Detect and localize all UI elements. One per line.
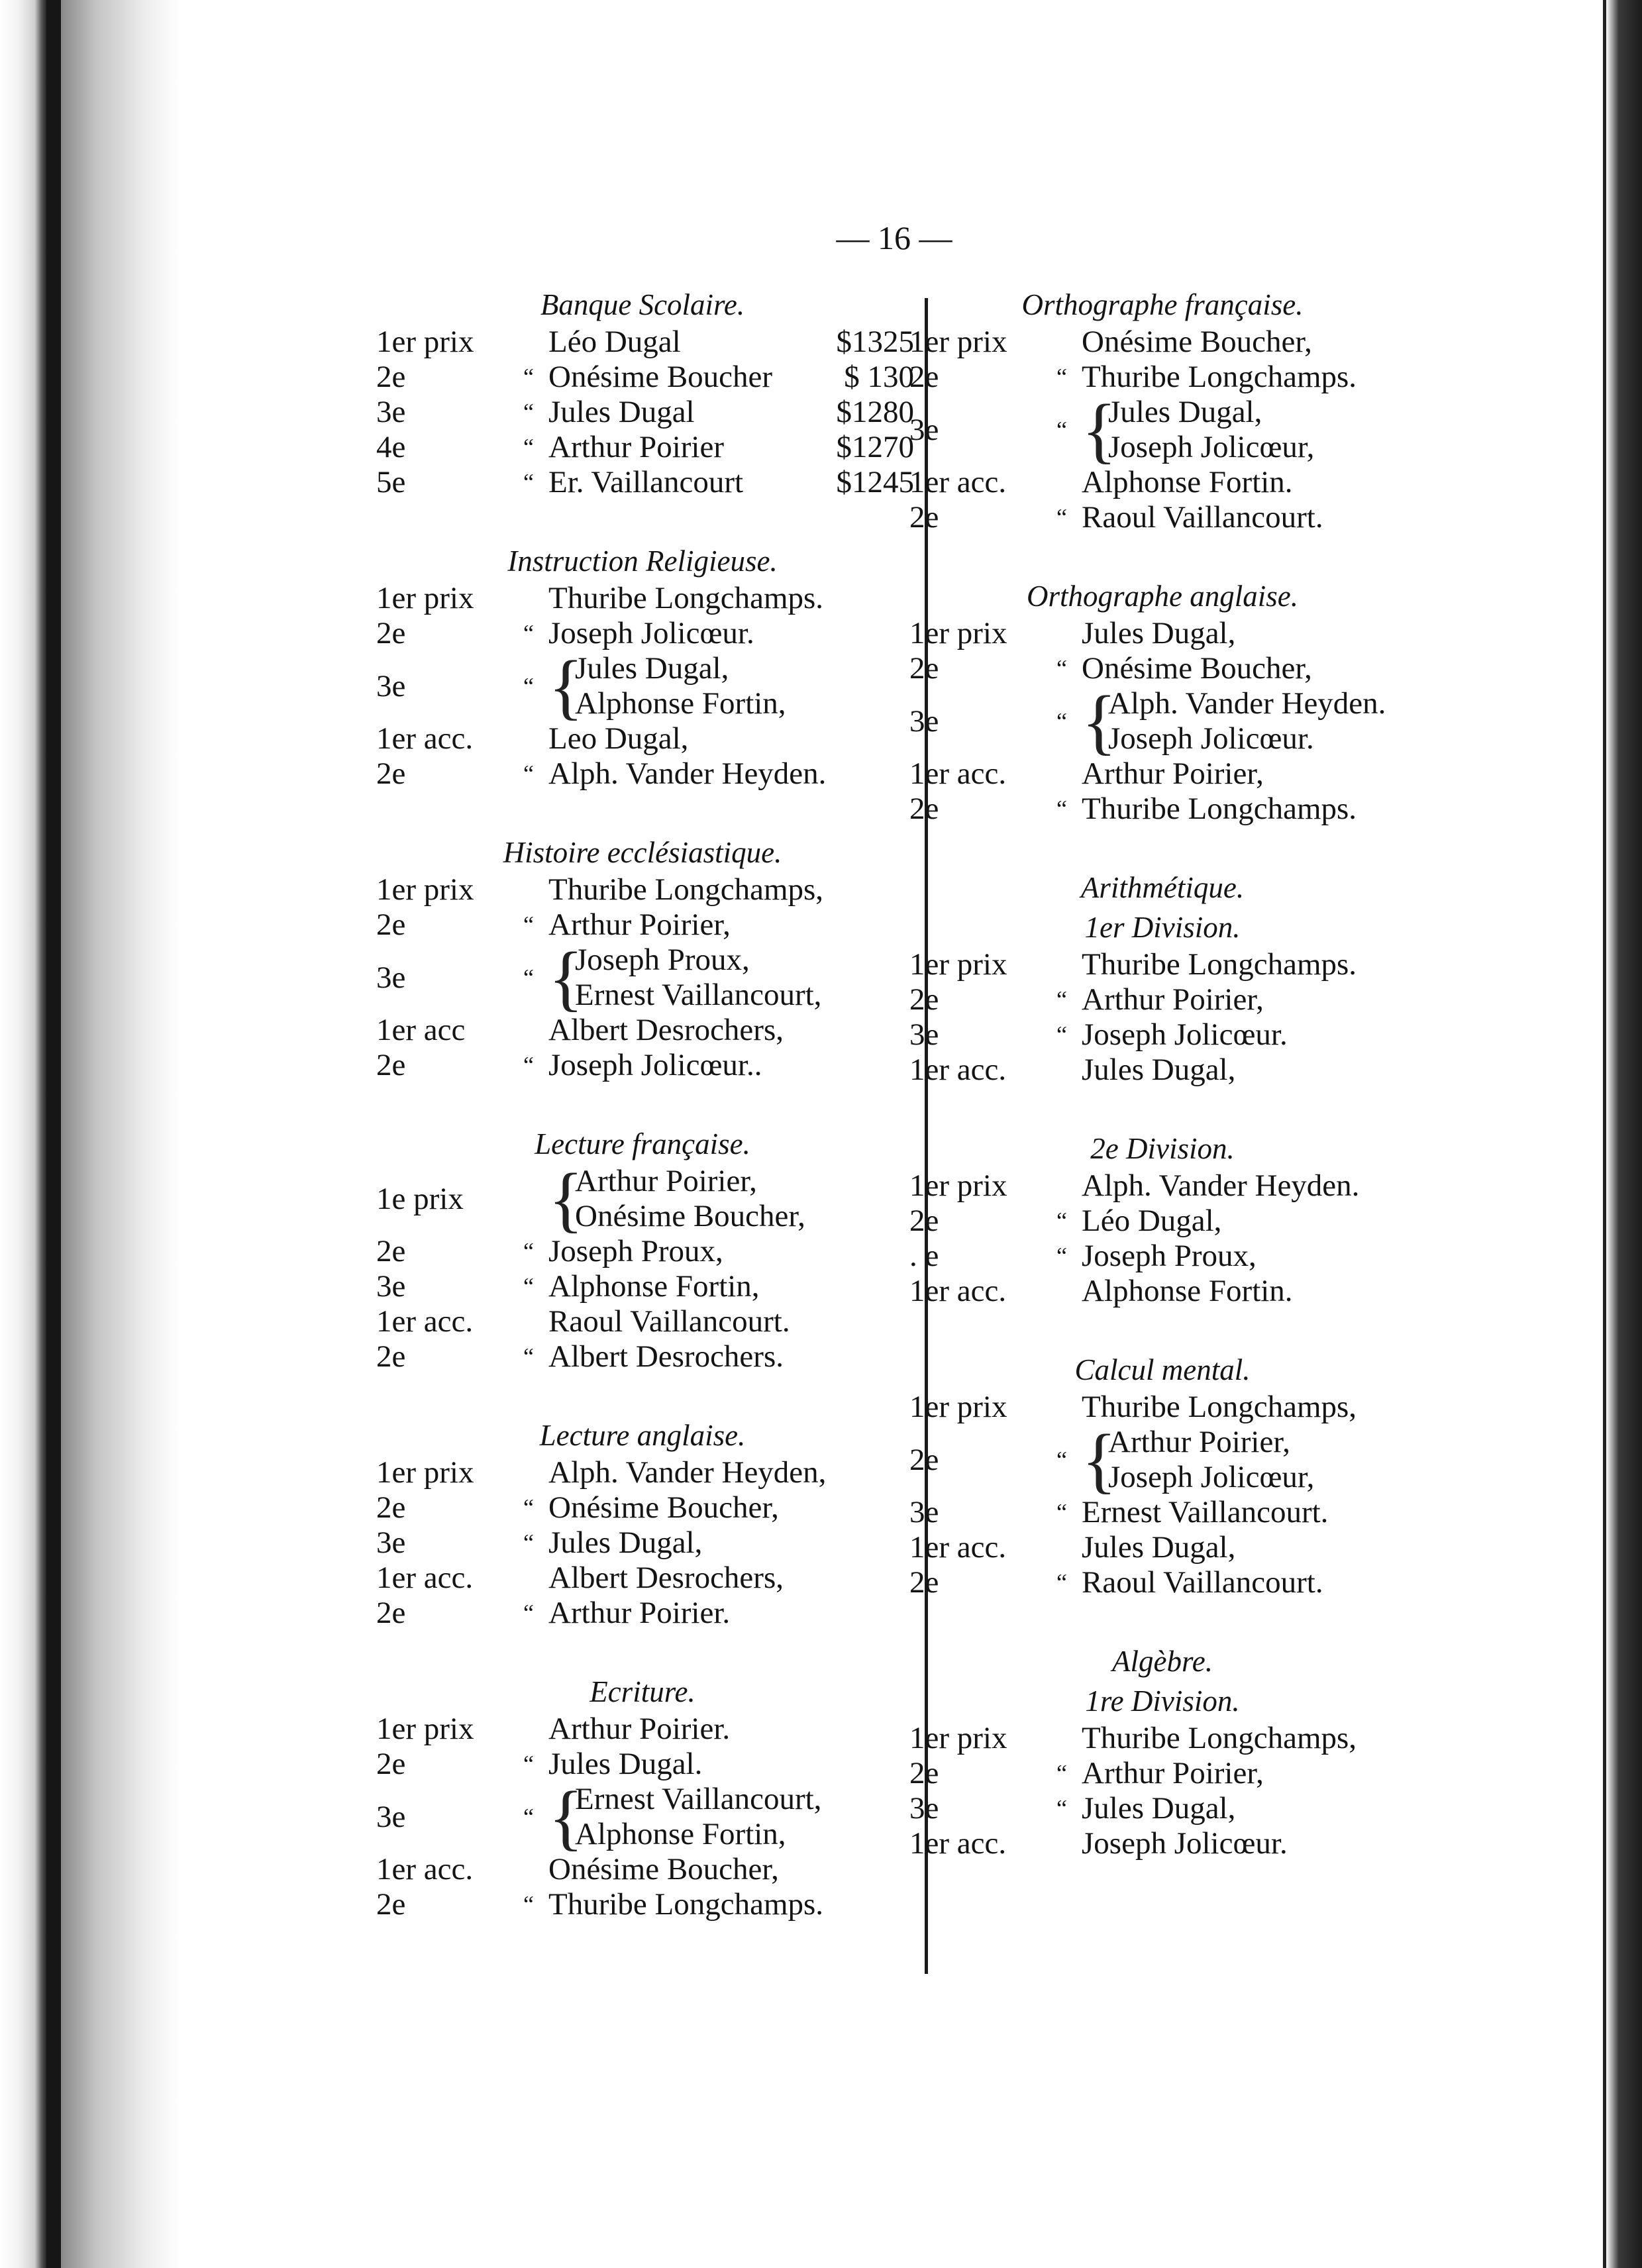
entry-rank: 1er prix <box>909 325 1007 359</box>
entry-rank: 2e <box>376 907 406 942</box>
section-title: Calcul mental. <box>1074 1353 1251 1386</box>
brace-icon: { <box>1082 1419 1117 1500</box>
prize-entry <box>904 1530 1421 1565</box>
entry-rank: 1er acc. <box>376 1304 474 1339</box>
right-column <box>904 285 1421 1861</box>
entry-name: Alphonse Fortin. <box>1082 465 1293 499</box>
entry-name: Joseph Jolicœur.. <box>548 1048 762 1082</box>
entry-name: Arthur Poirier <box>548 430 724 464</box>
entry-rank: 3e <box>376 395 406 429</box>
entry-rank: 3e <box>909 1495 939 1529</box>
entry-name: Alphonse Fortin. <box>1082 1274 1293 1308</box>
prize-section <box>904 1600 1421 1861</box>
entry-rank: 3e <box>376 669 406 703</box>
entry-rank: 3e <box>376 1800 406 1834</box>
prize-section <box>371 500 914 792</box>
entry-rank: 2e <box>909 792 939 826</box>
entry-name: Joseph Jolicœur, <box>1108 1460 1315 1494</box>
entry-rank: 1er prix <box>909 1168 1007 1203</box>
entry-rank: 1er prix <box>376 325 474 359</box>
entry-name: Joseph Jolicœur. <box>1082 1826 1288 1861</box>
section-spacer <box>371 1631 914 1672</box>
entry-name: Jules Dugal, <box>575 651 729 686</box>
section-title: Ecriture. <box>590 1675 695 1708</box>
entry-name: Arthur Poirier. <box>548 1596 731 1630</box>
prize-entry <box>904 465 1421 500</box>
entry-rank: 1er prix <box>909 1721 1007 1755</box>
entry-name: Thuribe Longchamps. <box>1082 360 1357 394</box>
prize-entry <box>904 982 1421 1017</box>
ditto-mark: “ <box>1056 1795 1067 1822</box>
entry-name: Thuribe Longchamps, <box>1082 1721 1357 1755</box>
prize-entry <box>904 1721 1421 1756</box>
prize-entry <box>904 651 1421 686</box>
entry-name: Ernest Vaillancourt. <box>1082 1495 1329 1529</box>
entry-name: Léo Dugal <box>548 325 681 359</box>
prize-entry <box>904 1495 1421 1530</box>
ditto-mark: “ <box>1056 1447 1067 1473</box>
entry-rank: 1er acc. <box>376 721 474 756</box>
ditto-mark: “ <box>523 1751 534 1777</box>
section-subtitle: 1er Division. <box>1084 911 1241 944</box>
section-spacer <box>371 1374 914 1416</box>
prize-section <box>904 285 1421 535</box>
entry-rank: 1er acc. <box>909 1826 1007 1861</box>
entry-name: Jules Dugal, <box>1082 1791 1236 1826</box>
ditto-mark: “ <box>1056 1021 1067 1048</box>
entry-name: Ernest Vaillancourt, <box>575 1782 822 1816</box>
prize-section <box>904 535 1421 827</box>
entry-name: Joseph Proux, <box>575 943 750 977</box>
ditto-mark: “ <box>1056 796 1067 822</box>
ditto-mark: “ <box>523 1238 534 1264</box>
entry-name: Raoul Vaillancourt. <box>548 1304 790 1339</box>
prize-entry <box>371 1712 914 1747</box>
prize-entry <box>904 1826 1421 1861</box>
prize-entry <box>371 756 914 792</box>
prize-entry <box>371 1339 914 1374</box>
entry-rank: 1er acc. <box>376 1852 474 1886</box>
prize-entry <box>371 1490 914 1525</box>
entry-rank: 2e <box>376 616 406 650</box>
section-subtitle: 1re Division. <box>1085 1684 1240 1718</box>
prize-entry <box>904 325 1421 360</box>
prize-entry <box>904 1053 1421 1088</box>
entry-name: Thuribe Longchamps. <box>1082 792 1357 826</box>
prize-entry <box>371 1013 914 1048</box>
entry-rank: 2e <box>909 982 939 1017</box>
entry-amount: $ 130 <box>844 360 914 394</box>
prize-entry <box>904 1168 1421 1204</box>
entry-name: Arthur Poirier. <box>548 1712 731 1746</box>
ditto-mark: “ <box>523 469 534 495</box>
scan-left-edge <box>0 0 46 2268</box>
entry-name: Thuribe Longchamps, <box>548 872 824 907</box>
entry-rank: 2e <box>376 360 406 394</box>
brace-icon: { <box>548 1777 584 1857</box>
prize-section <box>371 1631 914 1922</box>
entry-rank: 2e <box>376 1747 406 1781</box>
prize-section <box>371 285 914 500</box>
ditto-mark: “ <box>523 1052 534 1078</box>
entry-name: Jules Dugal, <box>1108 395 1262 429</box>
tied-names <box>1108 395 1421 465</box>
prize-entry <box>371 1048 914 1083</box>
section-title: Instruction Religieuse. <box>507 544 778 578</box>
tied-names <box>1108 686 1421 756</box>
section-title: Lecture anglaise. <box>539 1419 746 1452</box>
entry-name: Jules Dugal <box>548 395 695 429</box>
prize-section <box>904 1309 1421 1600</box>
ditto-mark: “ <box>523 760 534 787</box>
tied-entry <box>904 389 1421 470</box>
section-title: Orthographe anglaise. <box>1027 580 1298 613</box>
entry-name: Joseph Proux, <box>1082 1239 1257 1273</box>
entry-rank: 3e <box>376 1269 406 1304</box>
tied-names <box>575 943 914 1013</box>
entry-rank: 3e <box>376 960 406 995</box>
prize-section <box>371 1083 914 1374</box>
ditto-mark: “ <box>1056 1760 1067 1786</box>
entry-rank: 1er prix <box>376 872 474 907</box>
entry-amount: $1325 <box>836 325 914 359</box>
entry-rank: 2e <box>376 1490 406 1525</box>
tied-names <box>575 651 914 721</box>
section-spacer <box>904 1088 1421 1129</box>
section-spacer <box>904 535 1421 576</box>
entry-rank: 2e <box>909 1204 939 1238</box>
section-title: 2e Division. <box>1090 1132 1235 1165</box>
entry-rank: 2e <box>909 1565 939 1600</box>
entry-rank: 1er prix <box>376 581 474 615</box>
section-spacer <box>371 500 914 541</box>
brace-icon: { <box>1082 389 1117 470</box>
section-title: Orthographe française. <box>1021 288 1304 321</box>
prize-entry <box>371 1234 914 1269</box>
entry-rank: 2e <box>909 500 939 535</box>
entry-name: Alph. Vander Heyden. <box>1082 1168 1360 1203</box>
entry-name: Leo Dugal, <box>548 721 689 756</box>
tied-entry <box>904 681 1421 762</box>
section-title: Algèbre. <box>1111 1645 1213 1678</box>
entry-name: Thuribe Longchamps. <box>1082 947 1357 982</box>
prize-entry <box>904 947 1421 982</box>
prize-entry <box>371 1887 914 1922</box>
ditto-mark: “ <box>1056 1243 1067 1269</box>
entry-name: Léo Dugal, <box>1082 1204 1222 1238</box>
entry-name: Alph. Vander Heyden, <box>548 1455 827 1490</box>
brace-icon: { <box>1082 681 1117 762</box>
prize-entry <box>371 1747 914 1782</box>
entry-name: Onésime Boucher, <box>548 1490 779 1525</box>
ditto-mark: “ <box>523 1343 534 1370</box>
entry-name: Joseph Jolicœur. <box>1082 1017 1288 1052</box>
prize-section <box>371 1374 914 1631</box>
prize-entry <box>371 1455 914 1490</box>
prize-entry <box>371 872 914 907</box>
ditto-mark: “ <box>523 911 534 938</box>
section-spacer <box>904 1600 1421 1641</box>
prize-section <box>371 792 914 1083</box>
tied-names <box>1108 1425 1421 1495</box>
page-number: — 16 — <box>836 219 952 256</box>
prize-entry <box>371 907 914 943</box>
entry-rank: 1er prix <box>909 1390 1007 1424</box>
entry-name: Jules Dugal. <box>548 1747 703 1781</box>
entry-rank: 2e <box>376 1596 406 1630</box>
entry-name: Raoul Vaillancourt. <box>1082 500 1323 535</box>
entry-name: Albert Desrochers, <box>548 1013 784 1047</box>
tied-entry <box>371 937 914 1018</box>
prize-entry <box>371 1304 914 1339</box>
section-title: Lecture française. <box>535 1127 750 1160</box>
tied-entry <box>371 1159 914 1239</box>
prize-entry <box>371 395 914 430</box>
brace-icon: { <box>548 646 584 727</box>
section-title: Arithmétique. <box>1080 871 1245 904</box>
prize-entry <box>904 360 1421 395</box>
entry-name: Thuribe Longchamps, <box>1082 1390 1357 1424</box>
entry-rank: 1er prix <box>909 616 1007 650</box>
entry-name: Joseph Jolicœur. <box>548 616 754 650</box>
prize-entry <box>371 1596 914 1631</box>
prize-entry <box>371 465 914 500</box>
ditto-mark: “ <box>523 1273 534 1300</box>
prize-entry <box>904 1791 1421 1826</box>
prize-entry <box>904 500 1421 535</box>
prize-entry <box>904 1239 1421 1274</box>
ditto-mark: “ <box>523 1600 534 1626</box>
ditto-mark: “ <box>1056 986 1067 1013</box>
ditto-mark: “ <box>523 399 534 425</box>
entry-name: Onésime Boucher, <box>548 1852 779 1886</box>
ditto-mark: “ <box>523 1529 534 1556</box>
entry-rank: 3e <box>909 704 939 739</box>
entry-rank: 2e <box>376 1234 406 1268</box>
tied-entry <box>904 1419 1421 1500</box>
entry-name: Raoul Vaillancourt. <box>1082 1565 1323 1600</box>
section-spacer <box>371 1083 914 1124</box>
prize-entry <box>371 581 914 616</box>
prize-section <box>904 1088 1421 1309</box>
prize-entry <box>371 360 914 395</box>
entry-rank: 1er acc. <box>909 756 1007 791</box>
entry-rank: 4e <box>376 430 406 464</box>
entry-rank: 2e <box>376 1048 406 1082</box>
scan-left-gradient <box>61 0 180 2268</box>
prize-entry <box>371 1269 914 1304</box>
entry-rank: 1er acc <box>376 1013 466 1047</box>
entry-rank: 2e <box>909 1443 939 1477</box>
tied-entry <box>371 646 914 727</box>
brace-icon: { <box>548 937 584 1018</box>
entry-name: Joseph Jolicœur, <box>1108 430 1315 464</box>
left-column <box>371 285 914 1922</box>
entry-name: Jules Dugal, <box>1082 1053 1236 1087</box>
entry-amount: $1245 <box>836 465 914 499</box>
section-spacer <box>371 792 914 833</box>
entry-name: Jules Dugal, <box>548 1525 703 1560</box>
entry-rank: . e <box>909 1239 939 1273</box>
entry-name: Thuribe Longchamps. <box>548 581 824 615</box>
section-spacer <box>904 1309 1421 1350</box>
section-spacer <box>904 827 1421 868</box>
ditto-mark: “ <box>1056 708 1067 735</box>
entry-rank: 1er acc. <box>909 1530 1007 1565</box>
ditto-mark: “ <box>1056 1569 1067 1596</box>
prize-entry <box>371 430 914 465</box>
entry-name: Jules Dugal, <box>1082 616 1236 650</box>
entry-name: Alphonse Fortin, <box>575 1817 786 1851</box>
entry-rank: 3e <box>376 1525 406 1560</box>
entry-rank: 3e <box>909 1017 939 1052</box>
prize-entry <box>371 325 914 360</box>
prize-entry <box>904 1274 1421 1309</box>
prize-entry <box>371 721 914 756</box>
entry-rank: 1er acc. <box>376 1561 474 1595</box>
entry-rank: 2e <box>909 1756 939 1790</box>
entry-rank: 1e prix <box>376 1182 464 1216</box>
ditto-mark: “ <box>1056 1499 1067 1525</box>
prize-entry <box>904 616 1421 651</box>
prize-entry <box>904 1565 1421 1600</box>
prize-entry <box>904 1017 1421 1053</box>
entry-name: Onésime Boucher, <box>1082 651 1312 686</box>
entry-amount: $1280 <box>836 395 914 429</box>
entry-rank: 1er prix <box>909 947 1007 982</box>
ditto-mark: “ <box>1056 655 1067 682</box>
entry-name: Onésime Boucher <box>548 360 773 394</box>
section-title: Histoire ecclésiastique. <box>503 836 782 869</box>
ditto-mark: “ <box>1056 1208 1067 1234</box>
entry-rank: 2e <box>376 1339 406 1374</box>
ditto-mark: “ <box>523 1804 534 1830</box>
entry-name: Onésime Boucher, <box>1082 325 1312 359</box>
entry-rank: 2e <box>909 651 939 686</box>
entry-rank: 1er prix <box>376 1712 474 1746</box>
entry-name: Jules Dugal, <box>1082 1530 1236 1565</box>
entry-name: Thuribe Longchamps. <box>548 1887 824 1922</box>
ditto-mark: “ <box>523 364 534 390</box>
entry-rank: 3e <box>909 413 939 447</box>
entry-name: Alph. Vander Heyden. <box>1108 686 1386 721</box>
prize-entry <box>904 1756 1421 1791</box>
entry-name: Albert Desrochers. <box>548 1339 784 1374</box>
ditto-mark: “ <box>523 1494 534 1521</box>
ditto-mark: “ <box>1056 364 1067 390</box>
prize-entry <box>904 1390 1421 1425</box>
entry-name: Albert Desrochers, <box>548 1561 784 1595</box>
scan-binding-shadow <box>46 0 61 2268</box>
entry-name: Joseph Proux, <box>548 1234 723 1268</box>
brace-icon: { <box>548 1159 584 1239</box>
section-title: Banque Scolaire. <box>540 288 745 321</box>
tied-names <box>575 1782 914 1852</box>
entry-name: Alph. Vander Heyden. <box>548 756 827 791</box>
tied-names <box>575 1164 914 1234</box>
ditto-mark: “ <box>1056 417 1067 443</box>
entry-name: Onésime Boucher, <box>575 1199 805 1233</box>
entry-rank: 2e <box>376 1887 406 1922</box>
entry-rank: 1er acc. <box>909 1274 1007 1308</box>
entry-name: Joseph Jolicœur. <box>1108 721 1314 756</box>
ditto-mark: “ <box>523 673 534 699</box>
entry-name: Alphonse Fortin, <box>548 1269 760 1304</box>
entry-name: Arthur Poirier, <box>548 907 731 942</box>
ditto-mark: “ <box>523 434 534 460</box>
entry-rank: 2e <box>376 756 406 791</box>
prize-entry <box>371 1852 914 1887</box>
entry-rank: 5e <box>376 465 406 499</box>
entry-name: Alphonse Fortin, <box>575 686 786 721</box>
entry-name: Er. Vaillancourt <box>548 465 744 499</box>
tied-entry <box>371 1777 914 1857</box>
scan-right-edge <box>1606 0 1642 2268</box>
entry-name: Arthur Poirier, <box>575 1164 757 1198</box>
prize-entry <box>904 756 1421 792</box>
ditto-mark: “ <box>1056 504 1067 531</box>
entry-name: Arthur Poirier, <box>1082 1756 1264 1790</box>
prize-entry <box>371 1525 914 1561</box>
entry-rank: 2e <box>909 360 939 394</box>
ditto-mark: “ <box>523 1891 534 1918</box>
ditto-mark: “ <box>523 620 534 646</box>
entry-rank: 3e <box>909 1791 939 1826</box>
prize-entry <box>904 1204 1421 1239</box>
prize-entry <box>371 616 914 651</box>
entry-name: Ernest Vaillancourt, <box>575 978 822 1012</box>
prize-entry <box>371 1561 914 1596</box>
entry-name: Arthur Poirier, <box>1082 982 1264 1017</box>
entry-amount: $1270 <box>836 430 914 464</box>
entry-name: Arthur Poirier, <box>1108 1425 1290 1459</box>
entry-rank: 1er acc. <box>909 465 1007 499</box>
prize-section <box>904 827 1421 1088</box>
entry-rank: 1er acc. <box>909 1053 1007 1087</box>
entry-name: Arthur Poirier, <box>1082 756 1264 791</box>
ditto-mark: “ <box>523 964 534 991</box>
entry-rank: 1er prix <box>376 1455 474 1490</box>
prize-entry <box>904 792 1421 827</box>
